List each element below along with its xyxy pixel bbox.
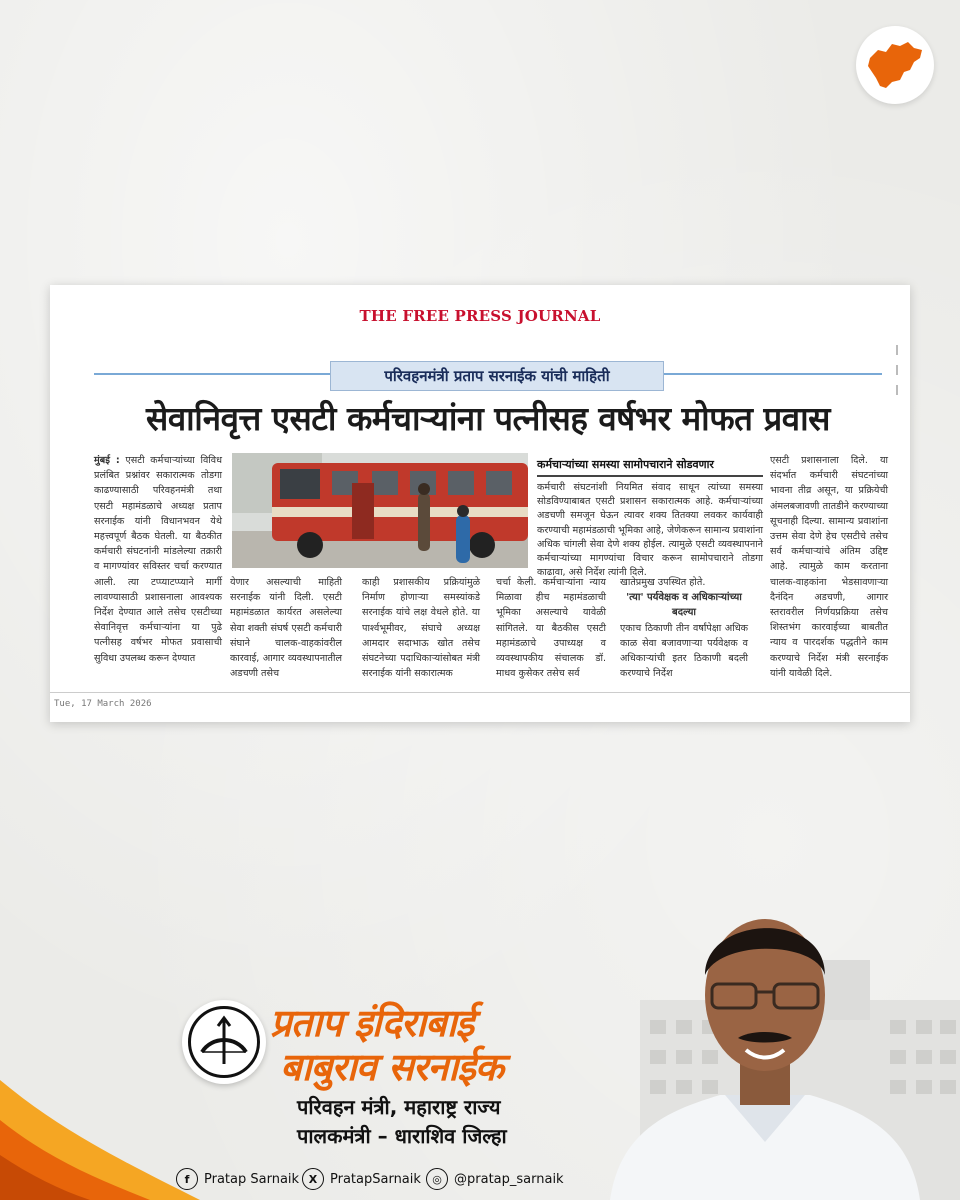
name-line-1: प्रताप इंदिराबाई (270, 1001, 474, 1045)
column-text: एकाच ठिकाणी तीन वर्षांपेक्षा अधिक काळ सेवा बजावणाऱ्या पर्यवेक्षक व अधिकाऱ्यांची इतर ठिकाणी बदली करण्याचे निर्देश (620, 622, 748, 680)
role-minister: परिवहन मंत्री, महाराष्ट्र राज्य (297, 1095, 501, 1119)
column-subheading: 'त्या' पर्यवेक्षक व अधिकाऱ्यांच्या बदल्या (626, 592, 742, 619)
footer-rule (50, 692, 910, 693)
maharashtra-map-icon (864, 36, 926, 94)
margin-mark (896, 385, 898, 395)
masthead: THE FREE PRESS JOURNAL (359, 307, 601, 325)
column-text: एसटी कर्मचाऱ्यांच्या विविध प्रलंबित प्रश्नांवर सकारात्मक तोडगा काढण्यासाठी परिवहनमंत्री तथा एसटी महामंडळाचे अध्यक्ष प्रताप सरनाईक यांनी विधानभवन येथे महत्त्वपूर्ण बैठक घेतली. या बैठकीत कर्मचारी संघटनांनी मांडलेल्या तक्रारी व मागण्यांवर सविस्तर चर्चा करण्यात आली. त्या टप्प्याटप्प्याने मार्गी लावण्यासाठी प्रशासनाला आवश्यक निर्देश देण्यात आले तसेच एसटीच्या सेवानिवृत्त कर्मचाऱ्यांना या पुढे पत्नीसह वर्षभर मोफत प्रवासाची सुविधा उपलब्ध करून देण्यात (94, 455, 222, 664)
article-column-3: काही प्रशासकीय प्रक्रियांमुळे निर्माण होणाऱ्या समस्यांकडे सरनाईक यांचे लक्ष वेधले होते. या पार्श्वभूमीवर, संघाचे अध्यक्ष आमदार सदाभाऊ खोत तसेच संघटनेच्या पदाधिकाऱ्यांसोबत मंत्री सरनाईक यांनी सकारात्मक (362, 577, 480, 680)
clipping-date: Tue, 17 March 2026 (54, 699, 152, 709)
margin-mark (896, 365, 898, 375)
article-column-6: एसटी प्रशासनाला दिले. या संदर्भात कर्मचारी संघटनांच्या भावना तीव्र असून, या प्रक्रियेची अंमलबजावणी तातडीने करण्याच्या सूचनाही दिल्या. सामान्य प्रवाशांना उत्तम सेवा देणे हेच एसटीचे तसेच सर्व कर्मचाऱ्यांचे अंतिम उद्दिष्ट आहे. त्यामुळे काम करताना चालक-वाहकांना भेडसावणाऱ्या दैनंदिन अडचणी, आगार स्तरावरील निर्णयप्रक्रिया तसेच शिस्तभंग कारवाईच्या बाबतीत न्याय व पारदर्शक पद्धतीने काम करण्याचे निर्देश मंत्री सरनाईक यांनी यावेळी दिले. (770, 455, 888, 679)
dateline-city: मुंबई : (94, 455, 120, 466)
kicker-label: परिवहनमंत्री प्रताप सरनाईक यांची माहिती (330, 361, 664, 391)
social-handle: Pratap Sarnaik (204, 1171, 300, 1187)
social-x[interactable] (302, 1168, 421, 1190)
bow-arrow-icon (194, 1012, 254, 1072)
social-handle: PratapSarnaik (330, 1171, 421, 1187)
instagram-icon: ◎ (426, 1168, 448, 1190)
bus-photo (232, 453, 528, 568)
facebook-icon: f (176, 1168, 198, 1190)
subhead-rule (537, 475, 763, 477)
newspaper-clipping (50, 285, 910, 722)
social-facebook[interactable] (176, 1168, 299, 1190)
column-text: खातेप्रमुख उपस्थित होते. (620, 577, 706, 588)
article-column-4: चर्चा केली. कर्मचाऱ्यांना न्याय मिळावा हीच महामंडळाची भूमिका असल्याचे यावेळी सांगितले. या बैठकीस एसटी महामंडळाचे उपाध्यक्ष व व्यवस्थापकीय संचालक डॉ. माधव कुसेकर तसेच सर्व (496, 577, 606, 680)
article-column-2: येणार असल्याची माहिती सरनाईक यांनी दिली. एसटी महामंडळात कार्यरत असलेल्या सेवा शक्ती संघर्ष एसटी कर्मचारी संघाने चालक-वाहकांवरील कारवाई, आगार व्यवस्थापनातील अडचणी तसेच (230, 577, 342, 680)
social-instagram[interactable] (426, 1168, 564, 1190)
article-column-1 (94, 453, 222, 666)
subhead-column: कर्मचारी संघटनांशी नियमित संवाद साधून त्यांच्या समस्या सोडविण्याबाबत एसटी प्रशासन सकारात्मक आहे. कर्मचाऱ्यांच्या अडचणी समजून घेऊन त्यावर शक्य तितक्या लवकर कार्यवाही करण्याची महामंडळाची भूमिका आहे, जेणेकरून सामान्य प्रवाशांना अधिक चांगली सेवा देणे शक्य होईल. त्यामुळे एसटी व्यवस्थापनाने कर्मचाऱ्यांच्या मागण्यांचा विचार करून सामोपचाराने तोडगा काढावा, असे निर्देश त्यांनी दिले. (537, 482, 763, 579)
margin-mark (896, 345, 898, 355)
role-guardian-minister: पालकमंत्री – धाराशिव जिल्हा (297, 1124, 507, 1148)
headline: सेवानिवृत्त एसटी कर्मचाऱ्यांना पत्नीसह वर्षभर मोफत प्रवास (146, 399, 830, 438)
party-logo (182, 1000, 266, 1084)
name-line-2: बाबुराव सरनाईक (280, 1045, 503, 1089)
subhead: कर्मचाऱ्यांच्या समस्या सामोपचाराने सोडवणार (537, 458, 714, 471)
article-column-5 (620, 575, 748, 681)
maharashtra-map-logo (856, 26, 934, 104)
x-icon: X (302, 1168, 324, 1190)
minister-portrait (600, 880, 930, 1200)
social-handle: @pratap_sarnaik (454, 1171, 564, 1187)
